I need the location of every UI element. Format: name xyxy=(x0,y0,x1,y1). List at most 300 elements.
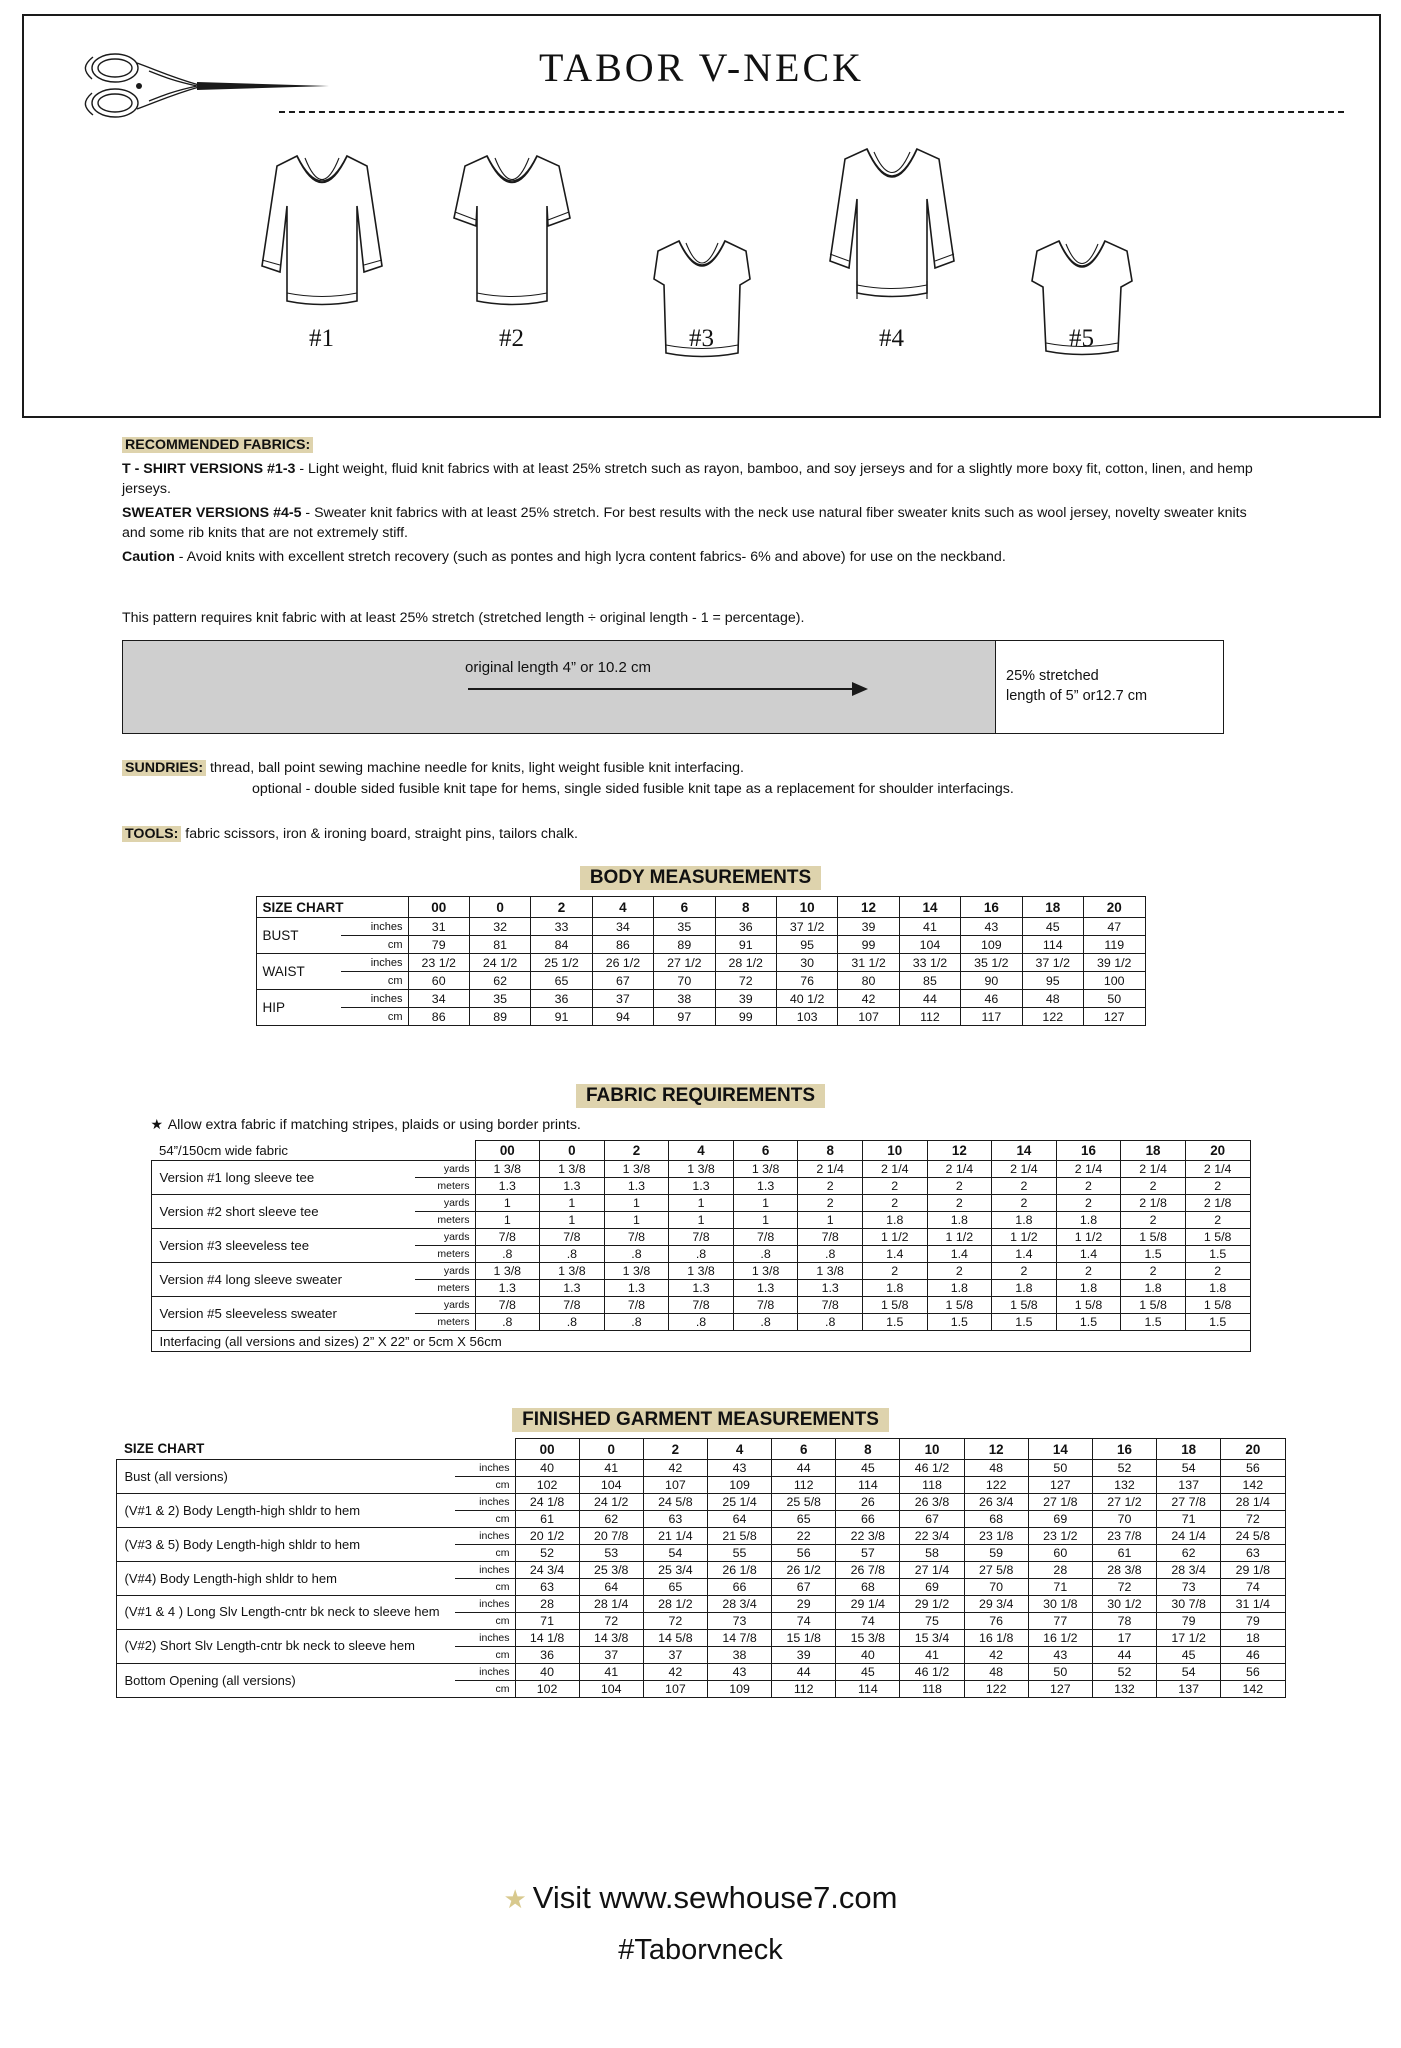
cell: 64 xyxy=(707,1511,771,1528)
unit-inches: inches xyxy=(455,1494,516,1511)
cell: 17 1/2 xyxy=(1157,1630,1221,1647)
cell: 2 1/4 xyxy=(1056,1161,1121,1178)
cell: 38 xyxy=(707,1647,771,1664)
cell: 31 1/2 xyxy=(838,954,899,972)
cell: 26 7/8 xyxy=(836,1562,900,1579)
cell: 28 1/4 xyxy=(579,1596,643,1613)
cell: .8 xyxy=(733,1246,798,1263)
body-measurements-title: BODY MEASUREMENTS xyxy=(580,866,821,890)
cell: 26 1/2 xyxy=(772,1562,836,1579)
cell: 26 1/2 xyxy=(592,954,653,972)
cell: 1 5/8 xyxy=(1185,1229,1250,1246)
cell: 1.5 xyxy=(1185,1314,1250,1331)
cell: 1 1/2 xyxy=(927,1229,992,1246)
cell: 1.8 xyxy=(1121,1280,1186,1297)
cell: 1.3 xyxy=(540,1280,605,1297)
cell: 76 xyxy=(776,972,837,990)
cell: 39 xyxy=(715,990,776,1008)
size-header: 0 xyxy=(579,1439,643,1460)
view-1 xyxy=(237,146,407,353)
cell: 60 xyxy=(1028,1545,1092,1562)
original-length-label: original length 4” or 10.2 cm xyxy=(465,659,651,676)
cell: 7/8 xyxy=(669,1229,734,1246)
unit-cm: cm xyxy=(341,972,409,990)
cell: 62 xyxy=(579,1511,643,1528)
size-header: 2 xyxy=(643,1439,707,1460)
cell: .8 xyxy=(798,1246,863,1263)
unit-cm: cm xyxy=(455,1545,516,1562)
cell: 119 xyxy=(1083,936,1145,954)
cell: 1.3 xyxy=(733,1280,798,1297)
cell: 2 1/4 xyxy=(992,1161,1057,1178)
unit-cm: cm xyxy=(455,1647,516,1664)
cell: 14 3/8 xyxy=(579,1630,643,1647)
cell: 1.8 xyxy=(1185,1280,1250,1297)
cell: 48 xyxy=(964,1460,1028,1477)
unit-inches: inches xyxy=(341,918,409,936)
cell: .8 xyxy=(475,1314,540,1331)
scissors-icon xyxy=(79,41,339,136)
cell: 16 1/2 xyxy=(1028,1630,1092,1647)
size-header: 10 xyxy=(776,897,837,918)
size-header: 0 xyxy=(540,1141,605,1161)
cell: 36 xyxy=(515,1647,579,1664)
cell: 1 3/8 xyxy=(669,1161,734,1178)
cell: 58 xyxy=(900,1545,964,1562)
table-header-row xyxy=(256,897,1145,918)
cell: 26 3/4 xyxy=(964,1494,1028,1511)
unit-cm: cm xyxy=(455,1511,516,1528)
cell: 33 1/2 xyxy=(899,954,960,972)
cell: 14 7/8 xyxy=(707,1630,771,1647)
size-header: 10 xyxy=(900,1439,964,1460)
cell: 24 3/4 xyxy=(515,1562,579,1579)
cell: 7/8 xyxy=(475,1229,540,1246)
cell: 70 xyxy=(654,972,715,990)
size-header: 8 xyxy=(715,897,776,918)
cell: .8 xyxy=(540,1314,605,1331)
cell: 32 xyxy=(469,918,530,936)
cell: 34 xyxy=(592,918,653,936)
cell: 1 3/8 xyxy=(669,1263,734,1280)
cell: 104 xyxy=(899,936,960,954)
cell: 56 xyxy=(1221,1664,1285,1681)
cell: 103 xyxy=(776,1008,837,1026)
size-header: 18 xyxy=(1157,1439,1221,1460)
cell: 102 xyxy=(515,1477,579,1494)
cell: 23 1/8 xyxy=(964,1528,1028,1545)
view-5-label: #5 xyxy=(1069,325,1094,352)
stretch-arrow-icon xyxy=(468,669,868,709)
cell: 2 xyxy=(1056,1178,1121,1195)
cell: 2 xyxy=(862,1178,927,1195)
cell: 114 xyxy=(1022,936,1083,954)
cell: 52 xyxy=(515,1545,579,1562)
cell: 2 xyxy=(1185,1178,1250,1195)
cell: 29 1/8 xyxy=(1221,1562,1285,1579)
cell: 1 3/8 xyxy=(475,1263,540,1280)
cell: 40 1/2 xyxy=(776,990,837,1008)
cell: .8 xyxy=(669,1314,734,1331)
cell: 20 1/2 xyxy=(515,1528,579,1545)
cell: 41 xyxy=(900,1647,964,1664)
size-header: 0 xyxy=(469,897,530,918)
cell: 42 xyxy=(964,1647,1028,1664)
cell: 104 xyxy=(579,1477,643,1494)
cell: 81 xyxy=(469,936,530,954)
cell: 16 1/8 xyxy=(964,1630,1028,1647)
cell: 77 xyxy=(1028,1613,1092,1630)
cell: 28 3/8 xyxy=(1092,1562,1156,1579)
cell: 2 1/4 xyxy=(1121,1161,1186,1178)
cell: 109 xyxy=(961,936,1022,954)
cell: 35 xyxy=(654,918,715,936)
stretched-line-1: 25% stretched xyxy=(1006,668,1099,685)
cell: 28 xyxy=(515,1596,579,1613)
cell: 26 xyxy=(836,1494,900,1511)
cell: 71 xyxy=(515,1613,579,1630)
cell: 2 1/4 xyxy=(927,1161,992,1178)
cell: 1.3 xyxy=(669,1178,734,1195)
sweater-versions-label: SWEATER VERSIONS #4-5 xyxy=(122,504,302,521)
cell: 28 3/4 xyxy=(707,1596,771,1613)
cell: 27 1/2 xyxy=(1092,1494,1156,1511)
cell: 1 3/8 xyxy=(733,1263,798,1280)
cell: 31 xyxy=(408,918,469,936)
cell: 112 xyxy=(899,1008,960,1026)
cell: 2 xyxy=(1121,1212,1186,1229)
unit-inches: inches xyxy=(341,990,409,1008)
cell: 72 xyxy=(715,972,776,990)
cell: 52 xyxy=(1092,1460,1156,1477)
cell: 1 5/8 xyxy=(1056,1297,1121,1314)
finished-measurements-title: FINISHED GARMENT MEASUREMENTS xyxy=(512,1408,889,1432)
cell: 28 1/4 xyxy=(1221,1494,1285,1511)
cell: 36 xyxy=(531,990,592,1008)
cell: 28 1/2 xyxy=(643,1596,707,1613)
cell: 24 1/2 xyxy=(469,954,530,972)
table-header-row xyxy=(116,1439,1285,1460)
cell: 37 1/2 xyxy=(776,918,837,936)
cell: 18 xyxy=(1221,1630,1285,1647)
cell: 1 1/2 xyxy=(862,1229,927,1246)
cell: 45 xyxy=(1157,1647,1221,1664)
cell: 1.4 xyxy=(992,1246,1057,1263)
row-label: Version #5 sleeveless sweater xyxy=(151,1297,415,1331)
cell: 1 5/8 xyxy=(862,1297,927,1314)
unit-yards: yards xyxy=(415,1263,476,1280)
cell: 73 xyxy=(1157,1579,1221,1596)
table-row xyxy=(151,1229,1250,1246)
cell: 55 xyxy=(707,1545,771,1562)
cell: 86 xyxy=(592,936,653,954)
cell: 37 1/2 xyxy=(1022,954,1083,972)
cell: 40 xyxy=(836,1647,900,1664)
cell: 37 xyxy=(579,1647,643,1664)
cell: 72 xyxy=(579,1613,643,1630)
cell: 7/8 xyxy=(540,1297,605,1314)
cell: 23 7/8 xyxy=(1092,1528,1156,1545)
star-icon: ★ xyxy=(503,1884,527,1915)
cell: 1 3/8 xyxy=(604,1161,669,1178)
unit-inches: inches xyxy=(455,1596,516,1613)
cell: 71 xyxy=(1157,1511,1221,1528)
cell: 74 xyxy=(836,1613,900,1630)
cell: 50 xyxy=(1028,1460,1092,1477)
cell: 43 xyxy=(707,1460,771,1477)
table-row xyxy=(151,1161,1250,1178)
cell: 63 xyxy=(515,1579,579,1596)
cell: 1.8 xyxy=(927,1212,992,1229)
cell: 25 3/4 xyxy=(643,1562,707,1579)
cell: 114 xyxy=(836,1681,900,1698)
sundries-optional: optional - double sided fusible knit tape for hems, single sided fusible knit tape as a replacement for shoulder interfacings. xyxy=(252,781,1014,798)
cell: 48 xyxy=(1022,990,1083,1008)
cell: 97 xyxy=(654,1008,715,1026)
cell: 1.4 xyxy=(1056,1246,1121,1263)
row-label: Bust (all versions) xyxy=(116,1460,455,1494)
cell: 21 1/4 xyxy=(643,1528,707,1545)
cell: 44 xyxy=(772,1664,836,1681)
size-header: 12 xyxy=(964,1439,1028,1460)
cell: 1.4 xyxy=(927,1246,992,1263)
size-header: 8 xyxy=(836,1439,900,1460)
cell: 1.5 xyxy=(992,1314,1057,1331)
cell: 22 xyxy=(772,1528,836,1545)
cell: 14 5/8 xyxy=(643,1630,707,1647)
table-row xyxy=(116,1460,1285,1477)
row-label: (V#1 & 2) Body Length-high shldr to hem xyxy=(116,1494,455,1528)
cell: 2 xyxy=(927,1178,992,1195)
size-header: 14 xyxy=(899,897,960,918)
row-label: (V#1 & 4 ) Long Slv Length-cntr bk neck to sleeve hem xyxy=(116,1596,455,1630)
cell: 46 1/2 xyxy=(900,1460,964,1477)
cell: .8 xyxy=(733,1314,798,1331)
stretched-length-box xyxy=(995,641,1223,733)
cell: 122 xyxy=(964,1477,1028,1494)
cell: 1.3 xyxy=(604,1280,669,1297)
caution-label: Caution xyxy=(122,548,175,565)
cell: 142 xyxy=(1221,1681,1285,1698)
visit-line xyxy=(0,1880,1401,1916)
tools-section xyxy=(122,826,1272,842)
cell: 45 xyxy=(1022,918,1083,936)
cell: 76 xyxy=(964,1613,1028,1630)
cell: 37 xyxy=(592,990,653,1008)
table-row xyxy=(256,936,1145,954)
cell: 25 5/8 xyxy=(772,1494,836,1511)
cell: 24 1/2 xyxy=(579,1494,643,1511)
cell: 7/8 xyxy=(733,1297,798,1314)
cell: 118 xyxy=(900,1681,964,1698)
fabric-width-label: 54”/150cm wide fabric xyxy=(159,1142,289,1158)
finished-measurements-table xyxy=(116,1438,1286,1698)
cell: 69 xyxy=(1028,1511,1092,1528)
website-link[interactable]: Visit www.sewhouse7.com xyxy=(532,1880,898,1915)
cell: 42 xyxy=(643,1664,707,1681)
size-header: 2 xyxy=(604,1141,669,1161)
cell: 1 xyxy=(733,1212,798,1229)
cell: 91 xyxy=(531,1008,592,1026)
size-header: 20 xyxy=(1221,1439,1285,1460)
cell: 2 xyxy=(798,1178,863,1195)
cell: 74 xyxy=(1221,1579,1285,1596)
size-chart-label: SIZE CHART xyxy=(124,1441,205,1457)
unit-meters: meters xyxy=(415,1246,476,1263)
cell: 100 xyxy=(1083,972,1145,990)
cell: 1 5/8 xyxy=(992,1297,1057,1314)
cell: .8 xyxy=(669,1246,734,1263)
table-row xyxy=(151,1263,1250,1280)
cell: 7/8 xyxy=(798,1297,863,1314)
unit-meters: meters xyxy=(415,1212,476,1229)
cell: 25 3/8 xyxy=(579,1562,643,1579)
cell: 1.5 xyxy=(927,1314,992,1331)
view-3-label: #3 xyxy=(689,325,714,352)
unit-meters: meters xyxy=(415,1280,476,1297)
cell: 41 xyxy=(579,1460,643,1477)
cell: 45 xyxy=(836,1460,900,1477)
cell: 24 1/8 xyxy=(515,1494,579,1511)
cell: 1.3 xyxy=(475,1280,540,1297)
cell: 24 5/8 xyxy=(1221,1528,1285,1545)
cell: 2 1/8 xyxy=(1185,1195,1250,1212)
cell: 7/8 xyxy=(604,1229,669,1246)
size-header: 00 xyxy=(515,1439,579,1460)
cell: 127 xyxy=(1028,1681,1092,1698)
cell: 35 1/2 xyxy=(961,954,1022,972)
table-row xyxy=(116,1630,1285,1647)
stretch-diagram xyxy=(122,640,1224,734)
cell: 17 xyxy=(1092,1630,1156,1647)
cell: 50 xyxy=(1083,990,1145,1008)
cell: 29 xyxy=(772,1596,836,1613)
size-header: 14 xyxy=(1028,1439,1092,1460)
cell: 36 xyxy=(715,918,776,936)
cell: 45 xyxy=(836,1664,900,1681)
cell: 15 3/4 xyxy=(900,1630,964,1647)
row-label: Version #4 long sleeve sweater xyxy=(151,1263,415,1297)
cell: 1.3 xyxy=(475,1178,540,1195)
size-header: 18 xyxy=(1121,1141,1186,1161)
table-header-row xyxy=(151,1141,1250,1161)
cell: 1 xyxy=(798,1212,863,1229)
body-measurements-table xyxy=(256,896,1146,1026)
cell: 95 xyxy=(1022,972,1083,990)
fabric-requirements-table xyxy=(151,1140,1251,1352)
view-3 xyxy=(617,233,787,353)
cell: 54 xyxy=(1157,1664,1221,1681)
cell: 68 xyxy=(964,1511,1028,1528)
cell: 91 xyxy=(715,936,776,954)
cell: 79 xyxy=(408,936,469,954)
cell: 1.8 xyxy=(1056,1280,1121,1297)
table-row xyxy=(256,954,1145,972)
cell: 2 xyxy=(927,1195,992,1212)
size-header: 12 xyxy=(927,1141,992,1161)
cell: 1.5 xyxy=(1056,1314,1121,1331)
cell: 1 5/8 xyxy=(1185,1297,1250,1314)
cell: 1 xyxy=(540,1212,605,1229)
cell: 1 5/8 xyxy=(1121,1229,1186,1246)
size-header: 00 xyxy=(475,1141,540,1161)
unit-cm: cm xyxy=(455,1477,516,1494)
cell: 7/8 xyxy=(733,1229,798,1246)
table-row xyxy=(116,1664,1285,1681)
cell: 1.5 xyxy=(1121,1314,1186,1331)
cell: 1 3/8 xyxy=(475,1161,540,1178)
cell: 1.4 xyxy=(862,1246,927,1263)
cell: 107 xyxy=(643,1681,707,1698)
cell: 2 xyxy=(862,1195,927,1212)
size-header: 2 xyxy=(531,897,592,918)
cell: 27 5/8 xyxy=(964,1562,1028,1579)
cell: 27 7/8 xyxy=(1157,1494,1221,1511)
cell: 20 7/8 xyxy=(579,1528,643,1545)
cell: 1 3/8 xyxy=(540,1263,605,1280)
caution-text: - Avoid knits with excellent stretch recovery (such as pontes and high lycra content fabrics- 6% and above) for use on the neckband. xyxy=(174,548,1006,565)
cell: 2 xyxy=(1121,1263,1186,1280)
cell: 26 1/8 xyxy=(707,1562,771,1579)
unit-inches: inches xyxy=(455,1664,516,1681)
cell: 56 xyxy=(772,1545,836,1562)
cell: 72 xyxy=(1092,1579,1156,1596)
cell: 1 3/8 xyxy=(604,1263,669,1280)
size-header: 8 xyxy=(798,1141,863,1161)
cell: 1 xyxy=(540,1195,605,1212)
star-icon: ★ xyxy=(150,1117,164,1133)
cell: 42 xyxy=(643,1460,707,1477)
cell: 1.5 xyxy=(1185,1246,1250,1263)
unit-yards: yards xyxy=(415,1195,476,1212)
cell: 41 xyxy=(899,918,960,936)
unit-yards: yards xyxy=(415,1229,476,1246)
cell: 44 xyxy=(899,990,960,1008)
cell: 44 xyxy=(772,1460,836,1477)
cell: .8 xyxy=(798,1314,863,1331)
size-header: 16 xyxy=(1056,1141,1121,1161)
cell: 142 xyxy=(1221,1477,1285,1494)
unit-cm: cm xyxy=(341,1008,409,1026)
cell: 30 xyxy=(776,954,837,972)
cell: 47 xyxy=(1083,918,1145,936)
cell: 68 xyxy=(836,1579,900,1596)
cell: 1 5/8 xyxy=(1121,1297,1186,1314)
cell: 46 1/2 xyxy=(900,1664,964,1681)
size-header: 16 xyxy=(961,897,1022,918)
cell: 60 xyxy=(408,972,469,990)
cell: 29 3/4 xyxy=(964,1596,1028,1613)
cell: 26 3/8 xyxy=(900,1494,964,1511)
cell: 67 xyxy=(772,1579,836,1596)
table-row xyxy=(116,1528,1285,1545)
table-row xyxy=(151,1297,1250,1314)
cell: 46 xyxy=(961,990,1022,1008)
cell: 25 1/2 xyxy=(531,954,592,972)
cell: 52 xyxy=(1092,1664,1156,1681)
cell: 1 5/8 xyxy=(927,1297,992,1314)
recommended-fabrics-heading: RECOMMENDED FABRICS: xyxy=(122,437,313,453)
cell: 1.5 xyxy=(862,1314,927,1331)
cell: 94 xyxy=(592,1008,653,1026)
unit-inches: inches xyxy=(455,1460,516,1477)
cell: 95 xyxy=(776,936,837,954)
row-label: (V#3 & 5) Body Length-high shldr to hem xyxy=(116,1528,455,1562)
cell: 89 xyxy=(469,1008,530,1026)
body-measurements-section xyxy=(0,866,1401,1026)
cell: 2 xyxy=(1056,1263,1121,1280)
cell: 86 xyxy=(408,1008,469,1026)
